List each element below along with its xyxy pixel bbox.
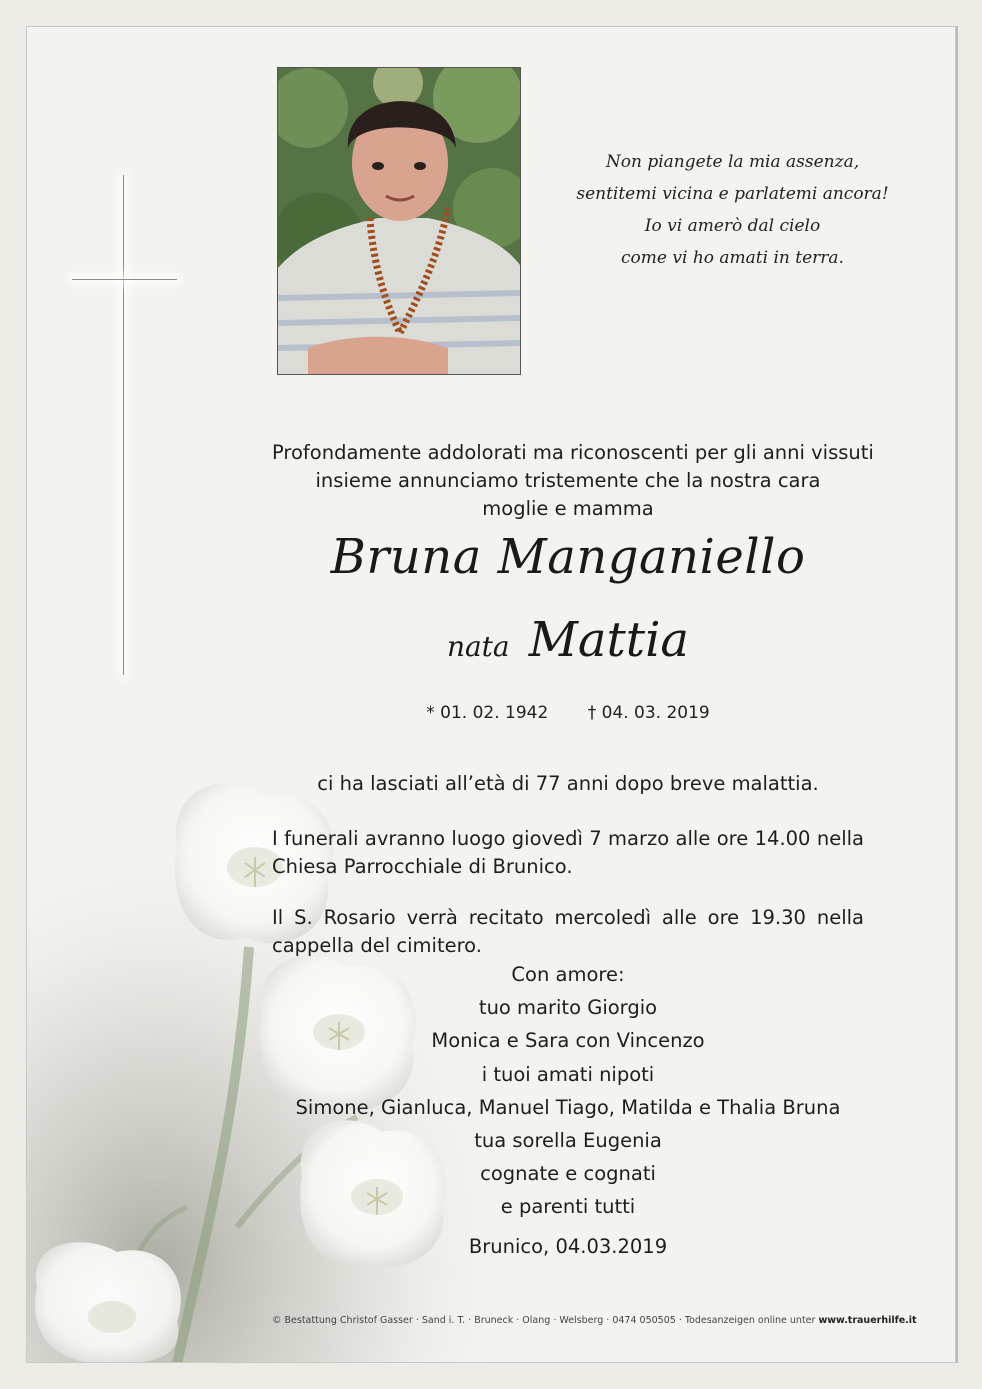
- cross-vertical-bar: [123, 175, 124, 675]
- deceased-name: Bruna Manganiello: [330, 529, 806, 585]
- frame-edge: [956, 26, 958, 1363]
- cross-horizontal-bar: [72, 279, 177, 280]
- life-dates: [272, 703, 864, 723]
- intro-text: [272, 439, 874, 523]
- nee-label: nata: [446, 630, 510, 663]
- poem-line: Non piangete la mia assenza,: [605, 152, 860, 172]
- portrait-photo: [277, 67, 521, 375]
- intro-line: moglie e mamma: [482, 497, 654, 520]
- poem-line: sentitemi vicina e parlatemi ancora!: [576, 184, 889, 204]
- family-line: Con amore:: [511, 963, 625, 986]
- funeral-text: I funerali avranno luogo giovedì 7 marzo alle ore 14.00 nella Chiesa Parrocchiale di Brunico.: [272, 827, 864, 878]
- family-line: cognate e cognati: [480, 1162, 656, 1186]
- poem: [560, 146, 905, 274]
- rosary-text: Il S. Rosario verrà recitato mercoledì alle ore 19.30 nella cappella del cimitero.: [272, 906, 864, 957]
- footer-website-link[interactable]: www.trauerhilfe.it: [818, 1315, 917, 1326]
- intro-line: insieme annunciamo tristemente che la nostra cara: [315, 469, 821, 492]
- birth-date: * 01. 02. 1942: [426, 703, 549, 723]
- death-date: † 04. 03. 2019: [587, 703, 710, 723]
- poem-line: come vi ho amati in terra.: [621, 248, 844, 268]
- family-line: i tuoi amati nipoti: [481, 1062, 655, 1086]
- family-line: Monica e Sara con Vincenzo: [431, 1029, 705, 1053]
- place-and-date: Brunico, 04.03.2019: [468, 1235, 668, 1258]
- age-text: ci ha lasciati all’età di 77 anni dopo breve malattia.: [317, 772, 819, 795]
- maiden-name: Mattia: [528, 612, 690, 668]
- family-line: Simone, Gianluca, Manuel Tiago, Matilda e Thalia Bruna: [295, 1095, 841, 1119]
- family-line: e parenti tutti: [500, 1195, 636, 1219]
- maiden-name-line: [272, 612, 864, 668]
- family-list: [272, 958, 864, 1224]
- family-line: tua sorella Eugenia: [474, 1129, 662, 1153]
- footer-text: © Bestattung Christof Gasser · Sand i. T. · Bruneck · Olang · Welsberg · 0474 050505 · Todesanzeigen online unter: [272, 1315, 816, 1326]
- intro-line: Profondamente addolorati ma riconoscenti per gli anni vissuti: [272, 441, 874, 464]
- footer: [272, 1315, 917, 1326]
- family-line: tuo marito Giorgio: [478, 996, 658, 1020]
- poem-line: Io vi amerò dal cielo: [644, 216, 821, 236]
